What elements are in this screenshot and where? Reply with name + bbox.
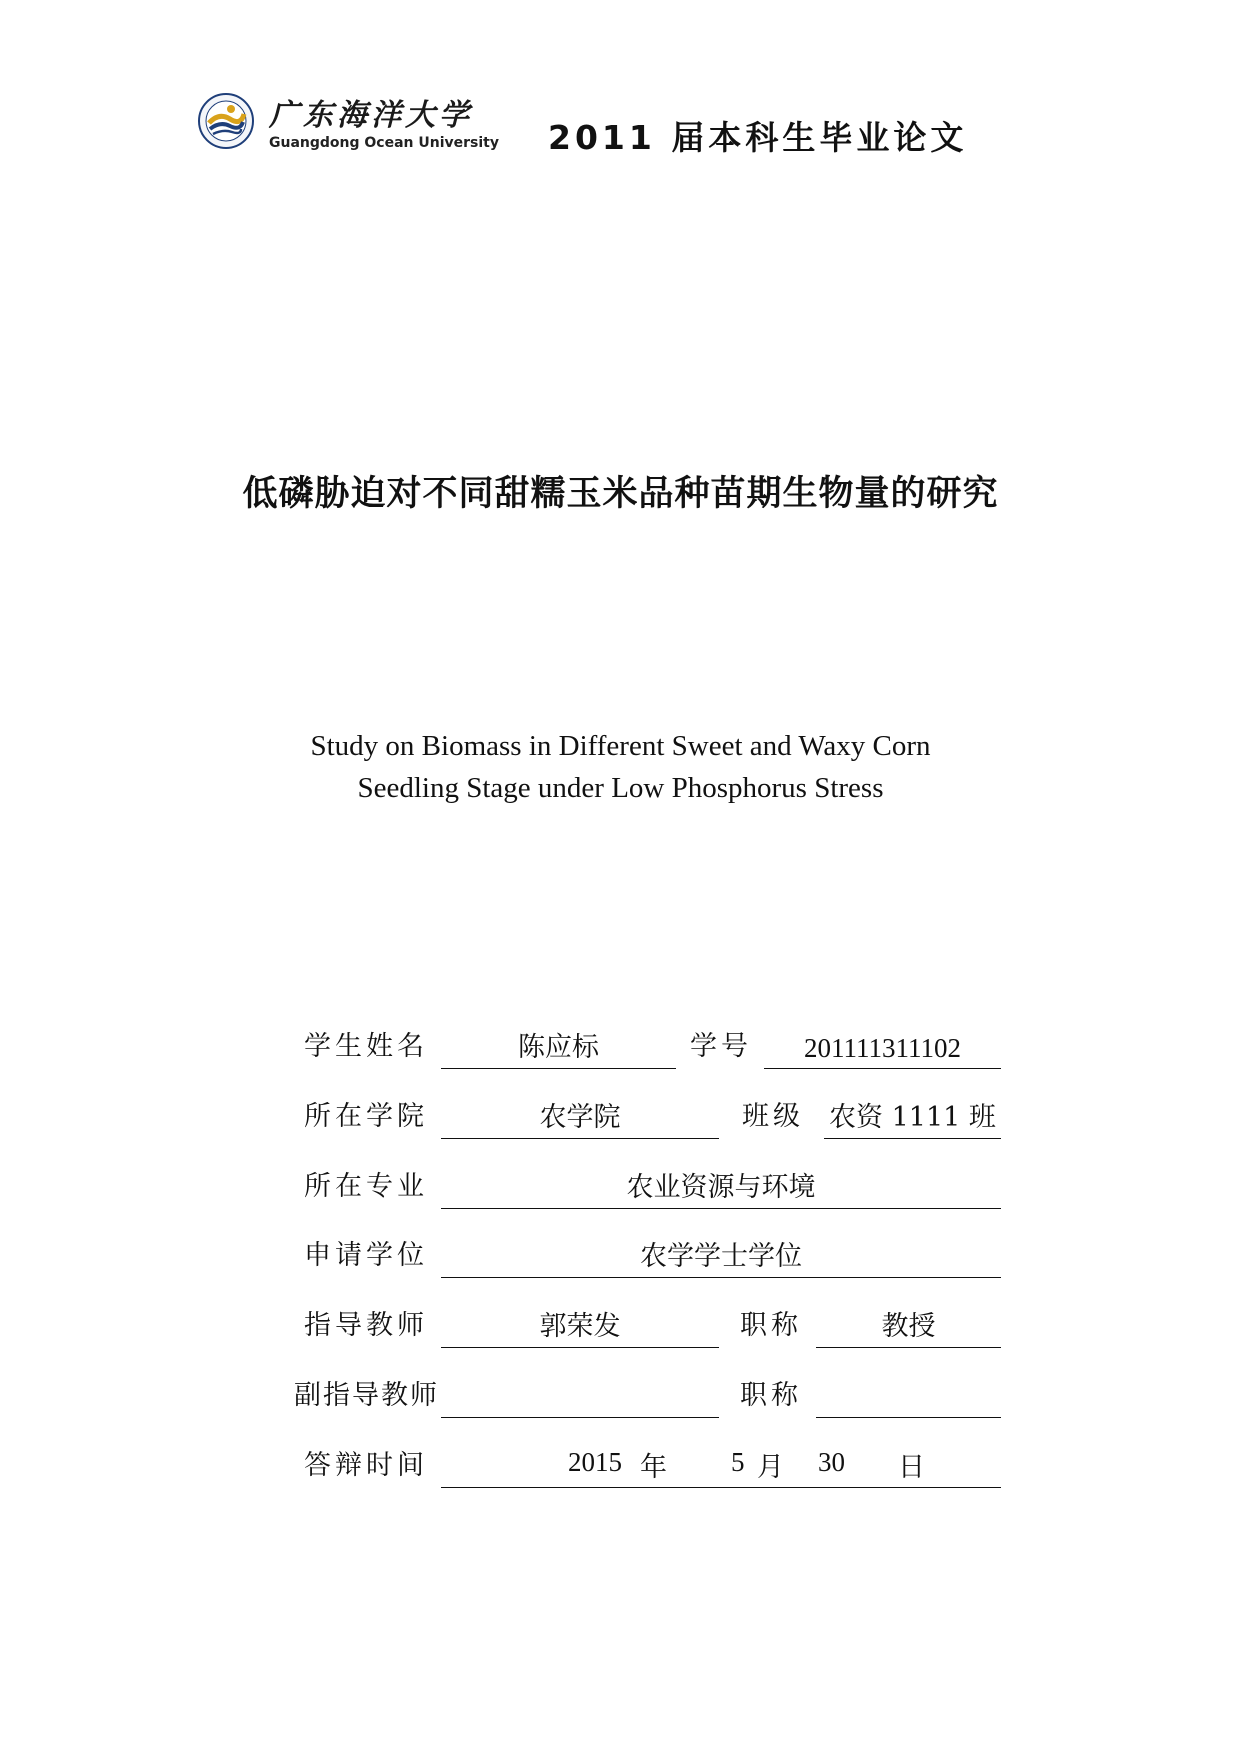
major-value: 农业资源与环境 xyxy=(626,1172,816,1203)
degree-label: 申请学位 xyxy=(304,1240,428,1271)
defense-day: 30 xyxy=(818,1447,845,1477)
thesis-title-english-line2: Seedling Stage under Low Phosphorus Stress xyxy=(357,772,884,804)
university-logo xyxy=(197,90,502,160)
student-id-label: 学号 xyxy=(690,1031,752,1062)
student-id-value: 201111311102 xyxy=(804,1033,961,1063)
year-unit: 年 xyxy=(640,1452,667,1483)
class-label: 班级 xyxy=(742,1101,804,1132)
advisor-title-value: 教授 xyxy=(881,1311,936,1342)
advisor-title-field xyxy=(816,1307,1001,1348)
co-advisor-title-field xyxy=(816,1377,1001,1418)
defense-date-label: 答辩时间 xyxy=(304,1450,428,1481)
student-id-field xyxy=(764,1028,1001,1069)
logo-chinese-name: 广东海洋大学 xyxy=(269,98,473,133)
advisor-field xyxy=(441,1307,719,1348)
class-value: 农资 1111 班 xyxy=(829,1102,996,1133)
defense-year: 2015 xyxy=(568,1447,622,1477)
logo-english-name: Guangdong Ocean University xyxy=(269,135,499,151)
thesis-year-label: 2011 届本科生毕业论文 xyxy=(548,118,968,157)
co-advisor-title-label: 职称 xyxy=(740,1380,802,1411)
major-label: 所在专业 xyxy=(304,1171,428,1202)
student-name-value: 陈应标 xyxy=(518,1032,599,1063)
defense-month: 5 xyxy=(731,1447,745,1477)
advisor-value: 郭荣发 xyxy=(539,1311,621,1342)
month-unit: 月 xyxy=(757,1452,784,1483)
major-field xyxy=(441,1168,1001,1209)
day-unit: 日 xyxy=(898,1452,925,1483)
university-emblem-icon xyxy=(197,92,255,150)
thesis-title-english-line1: Study on Biomass in Different Sweet and Waxy Corn xyxy=(310,730,931,762)
class-field xyxy=(824,1098,1001,1139)
degree-field xyxy=(441,1237,1001,1278)
student-name-label: 学生姓名 xyxy=(304,1031,428,1062)
college-value: 农学院 xyxy=(539,1102,621,1133)
co-advisor-field xyxy=(441,1377,719,1418)
college-label: 所在学院 xyxy=(304,1101,428,1132)
student-name-field xyxy=(441,1028,676,1069)
thesis-title-english xyxy=(0,725,1241,809)
degree-value: 农学学士学位 xyxy=(640,1241,802,1272)
college-field xyxy=(441,1098,719,1139)
advisor-title-label: 职称 xyxy=(740,1310,802,1341)
advisor-label: 指导教师 xyxy=(304,1310,428,1341)
thesis-title-chinese: 低磷胁迫对不同甜糯玉米品种苗期生物量的研究 xyxy=(242,474,999,514)
co-advisor-label: 副指导教师 xyxy=(294,1380,439,1411)
